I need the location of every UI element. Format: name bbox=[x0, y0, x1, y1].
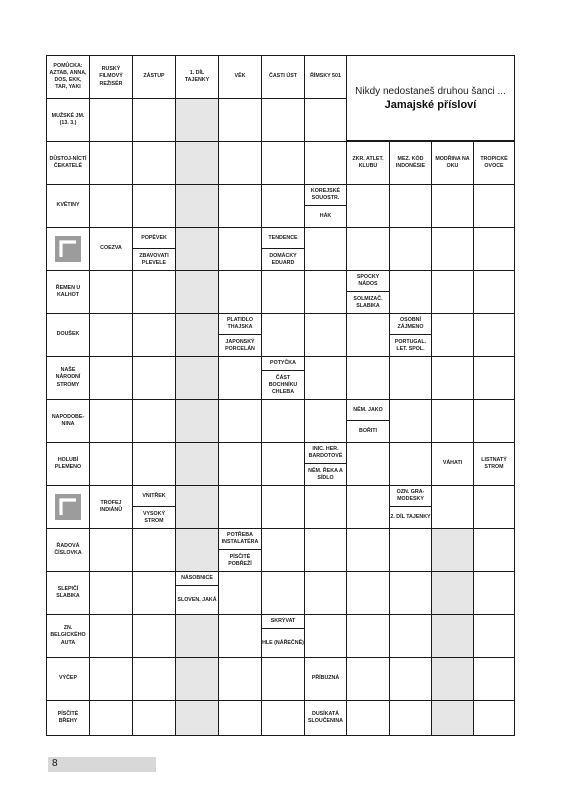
clue-trofej bbox=[89, 485, 133, 529]
clue-text: VĚK bbox=[234, 73, 246, 80]
clue-vysoky-strom: VYSOKÝ STROM bbox=[142, 510, 166, 524]
clue-skryvat: SKRÝVAT bbox=[262, 615, 304, 629]
answer-cell[interactable] bbox=[89, 442, 133, 486]
crossword-grid bbox=[46, 55, 515, 736]
clue-muzske-jmeno bbox=[46, 98, 90, 142]
answer-cell[interactable] bbox=[218, 700, 262, 736]
answer-cell[interactable] bbox=[261, 141, 305, 185]
clue-popevek: POPĚVEK bbox=[133, 228, 175, 249]
clue-piscite-brehy bbox=[46, 700, 90, 736]
clue-text: TROFEJ INDIÁNŮ bbox=[99, 499, 123, 513]
clue-cast-bochniku: ČÁST BOCHNÍKU CHLEBA bbox=[268, 374, 298, 395]
clue-rimsky-501 bbox=[304, 55, 347, 99]
answer-cell[interactable] bbox=[431, 485, 474, 529]
answer-cell[interactable] bbox=[175, 399, 219, 443]
clue-text: DOUŠEK bbox=[56, 331, 80, 338]
answer-cell[interactable] bbox=[89, 399, 133, 443]
clue-nemjako-block bbox=[346, 399, 390, 443]
answer-cell[interactable] bbox=[175, 184, 219, 228]
clue-text: KVĚTINY bbox=[56, 202, 80, 209]
answer-cell[interactable] bbox=[218, 184, 262, 228]
clue-nasobnice-block bbox=[175, 571, 219, 615]
answer-cell[interactable] bbox=[89, 98, 133, 142]
answer-cell[interactable] bbox=[261, 184, 305, 228]
arrow-corner-icon bbox=[55, 494, 81, 520]
answer-cell[interactable] bbox=[218, 98, 262, 142]
answer-cell[interactable] bbox=[89, 270, 133, 314]
answer-cell[interactable] bbox=[431, 399, 474, 443]
answer-cell[interactable] bbox=[132, 614, 176, 658]
answer-cell[interactable] bbox=[132, 700, 176, 736]
answer-cell[interactable] bbox=[431, 571, 474, 615]
answer-cell[interactable] bbox=[261, 571, 305, 615]
answer-cell[interactable] bbox=[261, 528, 305, 572]
clue-platidlo: PLATIDLO THAJSKA bbox=[219, 314, 261, 335]
answer-cell[interactable] bbox=[304, 313, 347, 357]
clue-text: SLEPIČÍ SLABIKA bbox=[56, 585, 80, 599]
answer-cell[interactable] bbox=[175, 614, 219, 658]
answer-cell[interactable] bbox=[346, 528, 390, 572]
answer-cell[interactable] bbox=[389, 356, 432, 400]
answer-cell[interactable] bbox=[431, 614, 474, 658]
clue-tropicke-ovoce bbox=[473, 141, 515, 185]
clue-text: MODŘINA NA OKU bbox=[435, 155, 470, 169]
answer-cell[interactable] bbox=[132, 399, 176, 443]
answer-cell[interactable] bbox=[132, 528, 176, 572]
clue-napodobenina bbox=[46, 399, 90, 443]
clue-text: MUŽSKÉ JM. (13. 3.) bbox=[51, 112, 85, 126]
clue-text: PŘÍBUZNÁ bbox=[311, 675, 340, 682]
answer-cell[interactable] bbox=[346, 313, 390, 357]
clue-dousek bbox=[46, 313, 90, 357]
answer-cell[interactable] bbox=[304, 98, 347, 142]
answer-cell[interactable] bbox=[89, 141, 133, 185]
clue-text: DUSÍKATÁ SLOUČENINA bbox=[307, 710, 344, 724]
answer-cell[interactable] bbox=[218, 657, 262, 701]
answer-cell[interactable] bbox=[473, 700, 515, 736]
clue-boriti: BOŘITI bbox=[359, 428, 377, 435]
clue-coezva bbox=[89, 227, 133, 271]
clue-zbavovati: ZBAVOVATI PLEVELE bbox=[139, 252, 169, 266]
answer-cell[interactable] bbox=[175, 485, 219, 529]
answer-cell[interactable] bbox=[261, 313, 305, 357]
clue-platidlo-block bbox=[218, 313, 262, 357]
answer-cell[interactable] bbox=[389, 227, 432, 271]
answer-cell[interactable] bbox=[175, 657, 219, 701]
answer-cell[interactable] bbox=[175, 313, 219, 357]
clue-remen bbox=[46, 270, 90, 314]
answer-cell[interactable] bbox=[473, 528, 515, 572]
clue-ozn-block bbox=[389, 485, 432, 529]
answer-cell[interactable] bbox=[304, 356, 347, 400]
arrow-start-cell-2 bbox=[46, 485, 90, 529]
answer-cell[interactable] bbox=[389, 528, 432, 572]
answer-cell[interactable] bbox=[473, 614, 515, 658]
clue-kvetiny bbox=[46, 184, 90, 228]
clue-pribuzna bbox=[304, 657, 347, 701]
answer-cell[interactable] bbox=[175, 270, 219, 314]
clue-tendence-block bbox=[261, 227, 305, 271]
clue-hle: HLE (NÁŘEČNĚ) bbox=[262, 639, 304, 646]
clue-text: COEZVA bbox=[100, 245, 122, 252]
answer-cell[interactable] bbox=[175, 528, 219, 572]
clue-text: VÝČEP bbox=[59, 675, 77, 682]
clue-listnaty-strom bbox=[473, 442, 515, 486]
clue-nasobnice: NÁSOBNICE bbox=[176, 572, 218, 586]
answer-cell[interactable] bbox=[261, 399, 305, 443]
answer-cell[interactable] bbox=[261, 98, 305, 142]
answer-cell[interactable] bbox=[89, 700, 133, 736]
answer-cell[interactable] bbox=[89, 571, 133, 615]
clue-vahati bbox=[431, 442, 474, 486]
clue-vnitrek: VNITŘEK bbox=[133, 486, 175, 507]
clue-pomucka bbox=[46, 55, 90, 99]
answer-cell[interactable] bbox=[132, 98, 176, 142]
answer-cell[interactable] bbox=[304, 571, 347, 615]
clue-text: VÁHATI bbox=[442, 460, 463, 467]
clue-portugal: PORTUGAL. LET. SPOL. bbox=[394, 338, 427, 352]
answer-cell[interactable] bbox=[346, 571, 390, 615]
answer-cell[interactable] bbox=[218, 356, 262, 400]
answer-cell[interactable] bbox=[431, 657, 474, 701]
answer-cell[interactable] bbox=[218, 485, 262, 529]
answer-cell[interactable] bbox=[132, 313, 176, 357]
clue-ozn-gramodesky: OZN. GRA-MODESKY bbox=[390, 486, 431, 507]
answer-cell[interactable] bbox=[89, 356, 133, 400]
answer-cell[interactable] bbox=[473, 657, 515, 701]
answer-cell[interactable] bbox=[175, 442, 219, 486]
clue-dustojnicti bbox=[46, 141, 90, 185]
answer-cell[interactable] bbox=[389, 657, 432, 701]
clue-belgicke-auto bbox=[46, 614, 90, 658]
clue-popevek-block bbox=[132, 227, 176, 271]
clue-slepici-slabika bbox=[46, 571, 90, 615]
answer-cell[interactable] bbox=[218, 270, 262, 314]
answer-cell[interactable] bbox=[175, 700, 219, 736]
clue-text: HOLUBÍ PLEMENO bbox=[54, 456, 82, 470]
clue-vycep bbox=[46, 657, 90, 701]
clue-solmizac: SOLMIZAČ. SLABIKA bbox=[353, 295, 383, 309]
answer-cell[interactable] bbox=[175, 356, 219, 400]
clue-osobni: OSOBNÍ ZÁJMENO bbox=[390, 314, 431, 335]
clue-text: NAŠE NÁRODNÍ STROMY bbox=[55, 367, 81, 388]
clue-zkr-atlet bbox=[346, 141, 390, 185]
answer-cell[interactable] bbox=[346, 614, 390, 658]
clue-text: MEZ. KÓD INDONÉSIE bbox=[395, 155, 426, 169]
answer-cell[interactable] bbox=[132, 571, 176, 615]
answer-cell[interactable] bbox=[473, 270, 515, 314]
answer-cell[interactable] bbox=[431, 270, 474, 314]
clue-text: NAPODOBE-NINA bbox=[51, 413, 85, 427]
answer-cell[interactable] bbox=[304, 227, 347, 271]
clue-zastup bbox=[132, 55, 176, 99]
answer-cell[interactable] bbox=[431, 528, 474, 572]
answer-cell[interactable] bbox=[431, 227, 474, 271]
answer-cell[interactable] bbox=[218, 442, 262, 486]
clue-casti-ust bbox=[261, 55, 305, 99]
answer-cell[interactable] bbox=[389, 700, 432, 736]
clue-text: ČASTI ÚST bbox=[269, 73, 297, 80]
clue-tendence: TENDENCE bbox=[262, 228, 304, 249]
clue-potreba-block bbox=[218, 528, 262, 572]
clue-piscite-pobrezi: PÍSČITÉ POBŘEŽÍ bbox=[228, 553, 252, 567]
answer-cell[interactable] bbox=[304, 528, 347, 572]
answer-cell[interactable] bbox=[89, 184, 133, 228]
clue-rusky-reziser bbox=[89, 55, 133, 99]
answer-cell[interactable] bbox=[132, 657, 176, 701]
answer-cell[interactable] bbox=[346, 227, 390, 271]
answer-cell[interactable] bbox=[175, 98, 219, 142]
quote-text: Nikdy nedostaneš druhou šanci ... bbox=[355, 85, 506, 97]
quote-box bbox=[346, 55, 515, 141]
answer-cell[interactable] bbox=[346, 485, 390, 529]
answer-cell[interactable] bbox=[431, 356, 474, 400]
answer-cell[interactable] bbox=[132, 270, 176, 314]
answer-cell[interactable] bbox=[304, 485, 347, 529]
answer-cell[interactable] bbox=[389, 184, 432, 228]
clue-2-dil-tajenky: 2. DÍL TAJENKY bbox=[390, 514, 431, 521]
answer-cell[interactable] bbox=[218, 141, 262, 185]
clue-potycka: POTYČKA bbox=[262, 357, 304, 371]
clue-text: 1. DÍL TAJENKY bbox=[184, 69, 210, 83]
answer-cell[interactable] bbox=[304, 141, 347, 185]
answer-cell[interactable] bbox=[473, 485, 515, 529]
answer-cell[interactable] bbox=[431, 184, 474, 228]
clue-text: TROPICKÉ OVOCE bbox=[480, 155, 508, 169]
answer-cell[interactable] bbox=[175, 227, 219, 271]
clue-text: ŘEMEN U KALHOT bbox=[55, 284, 81, 298]
answer-cell[interactable] bbox=[346, 442, 390, 486]
answer-cell[interactable] bbox=[89, 657, 133, 701]
clue-holubi-plemeno bbox=[46, 442, 90, 486]
answer-cell[interactable] bbox=[261, 442, 305, 486]
page-number: 8 bbox=[52, 758, 58, 769]
clue-skryvat-block bbox=[261, 614, 305, 658]
answer-cell[interactable] bbox=[261, 657, 305, 701]
clue-osobni-block bbox=[389, 313, 432, 357]
answer-cell[interactable] bbox=[132, 141, 176, 185]
clue-text: ZÁSTUP bbox=[143, 73, 165, 80]
clue-inic-block bbox=[304, 442, 347, 486]
arrow-start-cell bbox=[46, 227, 90, 271]
clue-korejske: KOREJSKÉ SOUOSTR. bbox=[305, 185, 346, 206]
answer-cell[interactable] bbox=[218, 399, 262, 443]
clue-potycka-block bbox=[261, 356, 305, 400]
answer-cell[interactable] bbox=[473, 356, 515, 400]
answer-cell[interactable] bbox=[304, 399, 347, 443]
clue-hak: HÁK bbox=[319, 213, 332, 220]
answer-cell[interactable] bbox=[89, 313, 133, 357]
clue-text: ZN. BELGICKÉHO AUTA bbox=[50, 625, 86, 646]
clue-spocky: SPOCKY NÁDOS bbox=[347, 271, 389, 292]
answer-cell[interactable] bbox=[304, 270, 347, 314]
quote-source: Jamajské přísloví bbox=[384, 98, 477, 111]
answer-cell[interactable] bbox=[473, 399, 515, 443]
answer-cell[interactable] bbox=[89, 614, 133, 658]
answer-cell[interactable] bbox=[132, 184, 176, 228]
answer-cell[interactable] bbox=[473, 227, 515, 271]
answer-cell[interactable] bbox=[346, 184, 390, 228]
clue-radova-cislovka bbox=[46, 528, 90, 572]
clue-modrina bbox=[431, 141, 474, 185]
answer-cell[interactable] bbox=[389, 571, 432, 615]
clue-1-dil-tajenky bbox=[175, 55, 219, 99]
answer-cell[interactable] bbox=[389, 442, 432, 486]
clue-korejske-hak bbox=[304, 184, 347, 228]
page-number-bar bbox=[48, 757, 156, 772]
answer-cell[interactable] bbox=[389, 270, 432, 314]
clue-text: ŘADOVÁ ČÍSLOVKA bbox=[54, 542, 82, 556]
clue-text: LISTNATÝ STROM bbox=[481, 456, 507, 470]
clue-dusikata bbox=[304, 700, 347, 736]
arrow-corner-icon bbox=[55, 236, 81, 262]
answer-cell[interactable] bbox=[473, 571, 515, 615]
clue-vnitrek-block bbox=[132, 485, 176, 529]
clue-text: ZKR. ATLET. KLUBU bbox=[352, 155, 384, 169]
answer-cell[interactable] bbox=[261, 485, 305, 529]
clue-text: PÍSČITÉ BŘEHY bbox=[57, 710, 79, 724]
clue-nem-reka: NĚM. ŘEKA A SÍDLO bbox=[308, 467, 343, 481]
answer-cell[interactable] bbox=[218, 614, 262, 658]
answer-cell[interactable] bbox=[261, 270, 305, 314]
answer-cell[interactable] bbox=[304, 614, 347, 658]
answer-cell[interactable] bbox=[346, 700, 390, 736]
clue-domacky-eduard: DOMÁCKY EDUARD bbox=[269, 252, 297, 266]
answer-cell[interactable] bbox=[346, 356, 390, 400]
answer-cell[interactable] bbox=[346, 657, 390, 701]
answer-cell[interactable] bbox=[431, 700, 474, 736]
answer-cell[interactable] bbox=[473, 184, 515, 228]
answer-cell[interactable] bbox=[89, 528, 133, 572]
answer-cell[interactable] bbox=[389, 614, 432, 658]
clue-text: ŘÍMSKY 501 bbox=[310, 73, 341, 80]
answer-cell[interactable] bbox=[473, 313, 515, 357]
answer-cell[interactable] bbox=[389, 399, 432, 443]
answer-cell[interactable] bbox=[132, 442, 176, 486]
clue-sloven-jaka: SLOVEN. JAKÁ bbox=[177, 596, 217, 603]
clue-potreba: POTŘEBA INSTALATÉRA bbox=[219, 529, 261, 550]
answer-cell[interactable] bbox=[175, 141, 219, 185]
clue-text: POMŮCKA: AZTAB, ANNA, DOS, EKK, TAR, YAKI bbox=[49, 62, 87, 91]
clue-japonsky: JAPONSKÝ PORCELÁN bbox=[225, 338, 255, 352]
clue-text: DŮSTOJ-NÍCTÍ ČEKATELÉ bbox=[49, 155, 87, 169]
clue-vek bbox=[218, 55, 262, 99]
clue-nase-stromy bbox=[46, 356, 90, 400]
clue-inic: INIC. HER. BARDOTOVÉ bbox=[305, 443, 346, 464]
clue-nem-jako: NĚM. JAKO bbox=[347, 400, 389, 421]
clue-spocky-block bbox=[346, 270, 390, 314]
clue-mez-kod bbox=[389, 141, 432, 185]
answer-cell[interactable] bbox=[218, 227, 262, 271]
clue-text: RUSKÝ FILMOVÝ REŽISÉR bbox=[99, 66, 123, 87]
answer-cell[interactable] bbox=[132, 356, 176, 400]
answer-cell[interactable] bbox=[261, 700, 305, 736]
answer-cell[interactable] bbox=[218, 571, 262, 615]
answer-cell[interactable] bbox=[431, 313, 474, 357]
